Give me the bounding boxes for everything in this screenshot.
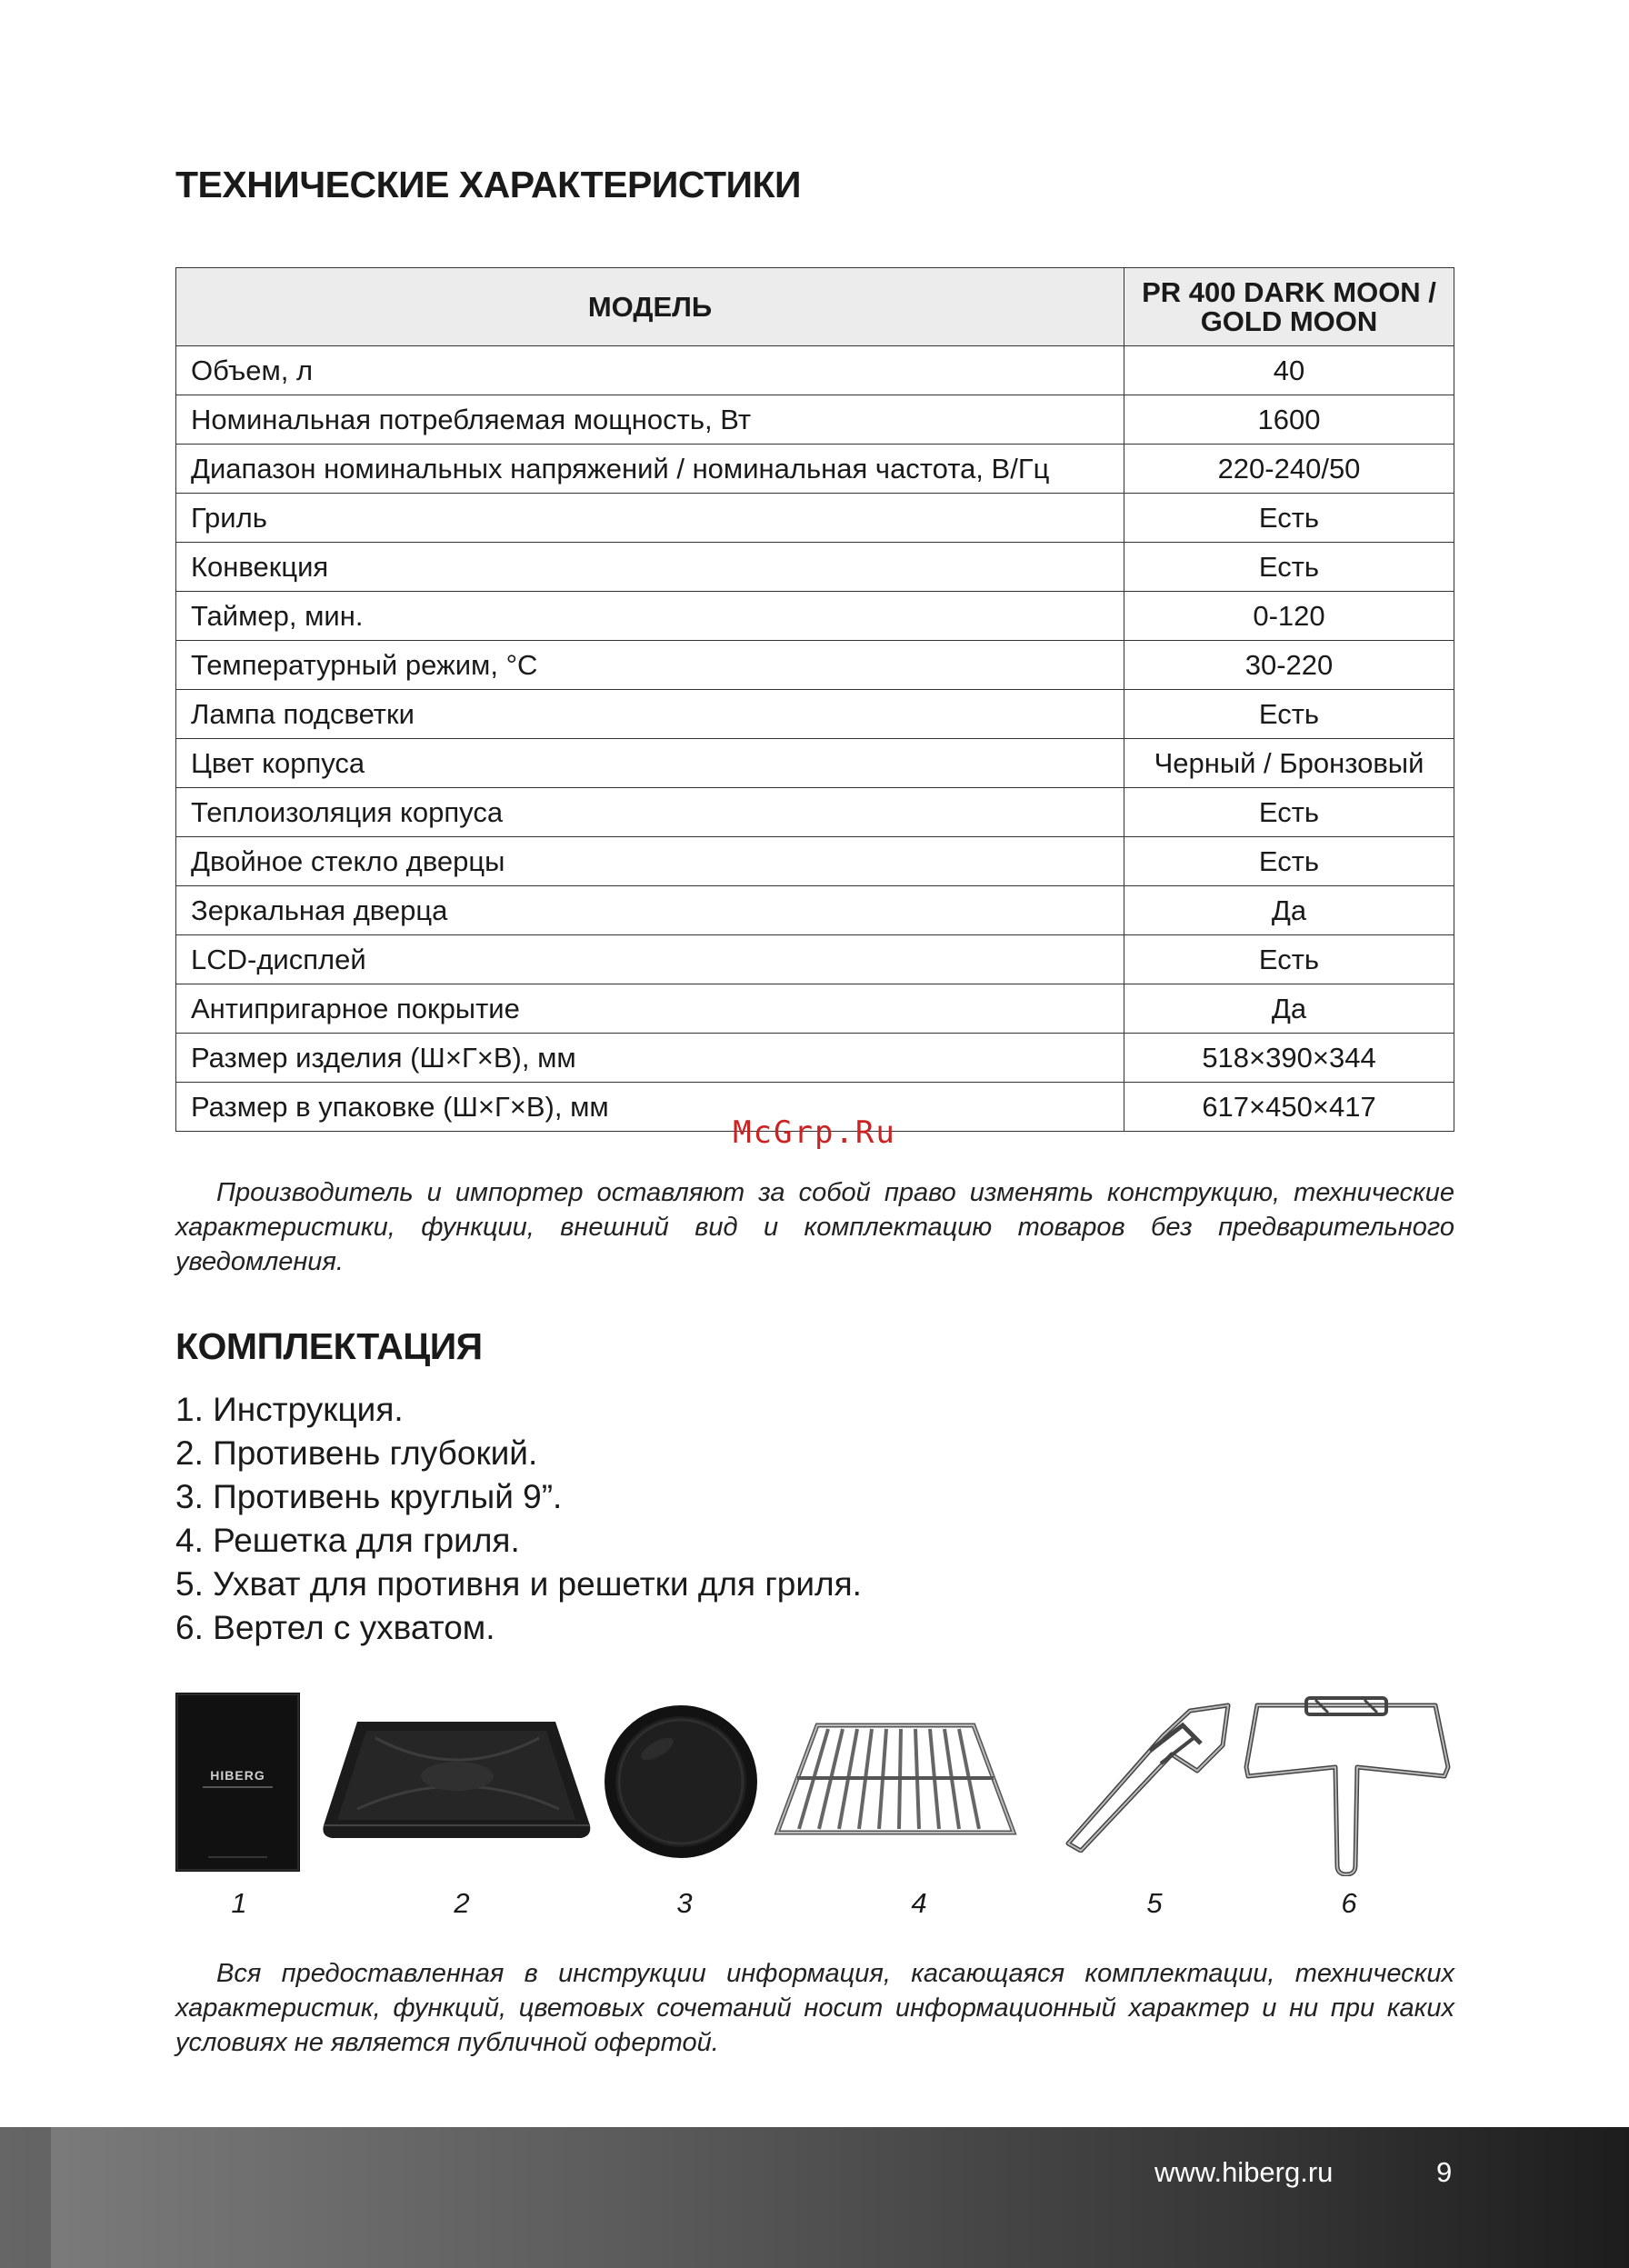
table-row (176, 690, 1454, 739)
table-row (176, 935, 1454, 984)
section-title-kit: КОМПЛЕКТАЦИЯ (175, 1325, 483, 1367)
spec-name-cell: Двойное стекло дверцы (176, 837, 1124, 886)
table-row (176, 395, 1454, 445)
spec-name-cell: Температурный режим, °С (176, 641, 1124, 690)
figure-number: 3 (676, 1887, 693, 1919)
spec-value-cell: Да (1124, 984, 1454, 1034)
spec-name-cell: Антипригарное покрытие (176, 984, 1124, 1034)
spec-value-cell: Есть (1124, 494, 1454, 543)
round-tray-image (603, 1703, 759, 1860)
header-model-line1: PR 400 DARK MOON / (1142, 275, 1436, 308)
spec-value-cell: Есть (1124, 690, 1454, 739)
page-title-specs: ТЕХНИЧЕСКИЕ ХАРАКТЕРИСТИКИ (175, 164, 801, 205)
table-row (176, 739, 1454, 788)
spec-name-cell: Номинальная потребляемая мощность, Вт (176, 395, 1124, 445)
spec-name-cell: Гриль (176, 494, 1124, 543)
kit-item: 2. Противень глубокий. (175, 1434, 538, 1472)
spec-value-cell: Есть (1124, 935, 1454, 984)
spec-value-cell: Есть (1124, 788, 1454, 837)
footer-url[interactable]: www.hiberg.ru (1154, 2156, 1334, 2188)
figure-number: 4 (911, 1887, 927, 1919)
figure-number: 2 (454, 1887, 470, 1919)
kit-item: 4. Решетка для гриля. (175, 1522, 520, 1559)
manual-booklet-image (175, 1693, 300, 1872)
grill-rack-image (772, 1720, 1019, 1845)
kit-item: 3. Противень круглый 9”. (175, 1478, 563, 1515)
kit-item: 5. Ухват для противня и решетки для гриля. (175, 1565, 862, 1603)
spec-value-cell: 40 (1124, 346, 1454, 395)
manual-brand-text: HIBERG (210, 1768, 265, 1783)
spec-value-cell: 518×390×344 (1124, 1034, 1454, 1083)
spec-name-cell: LCD-дисплей (176, 935, 1124, 984)
table-row (176, 346, 1454, 395)
spec-value-cell: 617×450×417 (1124, 1083, 1454, 1132)
page-footer (0, 2127, 1629, 2268)
table-header-row (176, 268, 1454, 346)
figure-number: 6 (1341, 1887, 1357, 1919)
spec-name-cell: Конвекция (176, 543, 1124, 592)
spec-name-cell: Диапазон номинальных напряжений / номинальная частота, В/Гц (176, 445, 1124, 494)
page-number: 9 (1436, 2156, 1453, 2188)
header-model: МОДЕЛЬ (176, 268, 1124, 346)
kit-list (175, 1388, 862, 1650)
spec-name-cell: Теплоизоляция корпуса (176, 788, 1124, 837)
spec-name-cell: Лампа подсветки (176, 690, 1124, 739)
table-row (176, 445, 1454, 494)
spec-name-cell: Размер изделия (Ш×Г×В), мм (176, 1034, 1124, 1083)
spec-name-cell: Зеркальная дверца (176, 886, 1124, 935)
spec-name-cell: Размер в упаковке (Ш×Г×В), мм (176, 1083, 1124, 1132)
spec-value-cell: 0-120 (1124, 592, 1454, 641)
deep-tray-image (321, 1718, 594, 1845)
header-model-name (1124, 268, 1454, 346)
kit-figures (175, 1693, 1454, 1874)
spec-value-cell: Есть (1124, 543, 1454, 592)
table-row (176, 641, 1454, 690)
kit-item: 6. Вертел с ухватом. (175, 1609, 495, 1646)
spec-name-cell: Цвет корпуса (176, 739, 1124, 788)
note-info: Вся предоставленная в инструкции информация, касающаяся комплектации, технических характеристик, функций, цветовых сочетаний носит информационный характер и ни при каких условиях не является публичной офертой. (175, 1959, 1454, 2057)
footer-stripe (0, 2127, 51, 2268)
figure-numbers (0, 1887, 1629, 1923)
spec-name-cell: Объем, л (176, 346, 1124, 395)
spec-value-cell: 1600 (1124, 395, 1454, 445)
specs-table (175, 267, 1454, 1132)
spec-value-cell: 30-220 (1124, 641, 1454, 690)
spec-value-cell: Есть (1124, 837, 1454, 886)
table-row (176, 1034, 1454, 1083)
note-manufacturer: Производитель и импортер оставляют за собой право изменять конструкцию, технические характеристики, функции, внешний вид и комплектацию товаров без предварительного уведомления. (175, 1178, 1454, 1276)
header-model-line2: GOLD MOON (1200, 305, 1378, 337)
table-row (176, 543, 1454, 592)
spec-name-cell: Таймер, мин. (176, 592, 1124, 641)
spec-value-cell: Черный / Бронзовый (1124, 739, 1454, 788)
figure-number: 5 (1146, 1887, 1163, 1919)
kit-item: 1. Инструкция. (175, 1391, 404, 1428)
table-row (176, 788, 1454, 837)
table-row (176, 592, 1454, 641)
table-row (176, 886, 1454, 935)
rotisserie-spit-image (1237, 1694, 1455, 1876)
spec-value-cell: Да (1124, 886, 1454, 935)
spec-value-cell: 220-240/50 (1124, 445, 1454, 494)
table-row (176, 837, 1454, 886)
watermark-text: McGrp.Ru (733, 1114, 896, 1151)
figure-number: 1 (231, 1887, 247, 1919)
tray-handle-image (1063, 1698, 1232, 1853)
table-row (176, 494, 1454, 543)
table-row (176, 984, 1454, 1034)
